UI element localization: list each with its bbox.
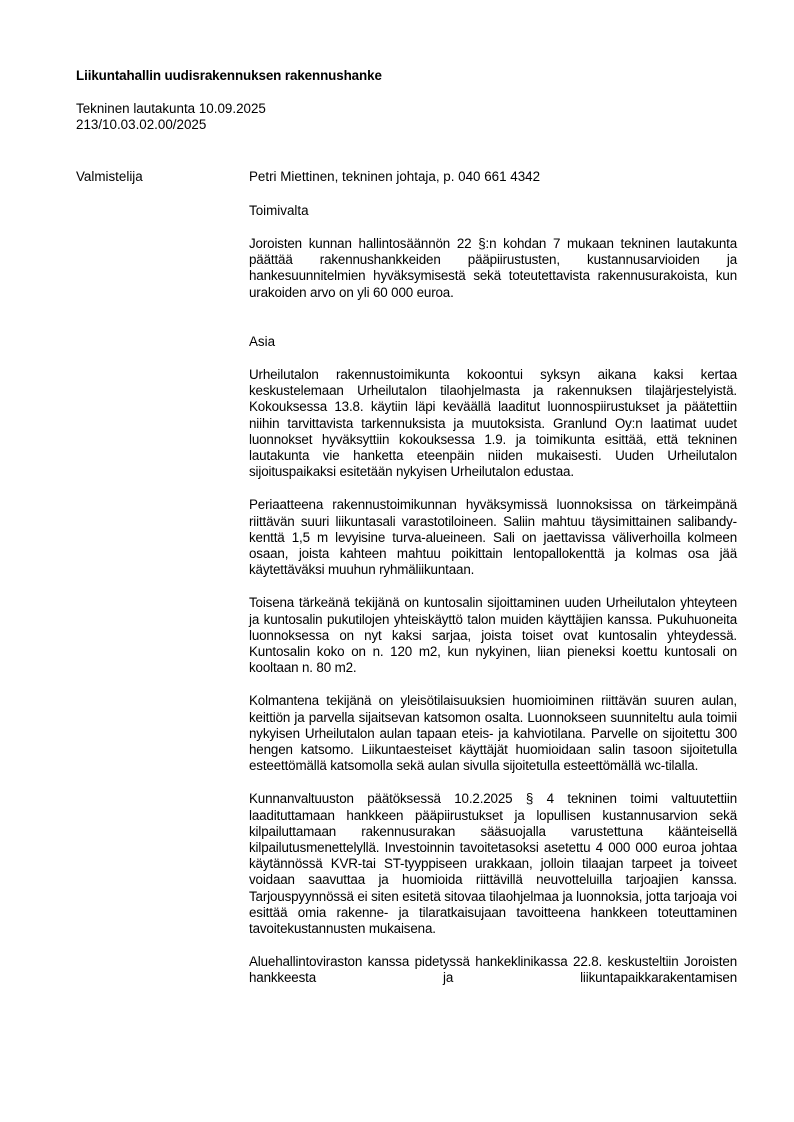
asia-heading: Asia xyxy=(249,333,276,349)
paragraph-3: Toisena tärkeänä tekijänä on kuntosalin sijoittaminen uuden Urheilutalon yhteyteen ja kuntosalin pukutilojen yhteiskäyttö talon muiden käyttäjien kanssa. Pukuhuoneita luonnoksessa on nyt kaksi sarjaa, joista toiset ovat kuntosalin yhteydessä. Kuntosalin koko on n. 120 m2, kun nykyinen, liian pieneksi koettu kuntosali on kooltaan n. 80 m2. xyxy=(249,595,737,676)
paragraph-6: Aluehallintoviraston kanssa pidetyssä hankeklinikassa 22.8. keskusteltiin Joroisten hankkeesta ja liikuntapaikkarakentamisen xyxy=(249,954,737,986)
paragraph-5: Kunnanvaltuuston päätöksessä 10.2.2025 § 4 tekninen toimi valtuutettiin laadituttamaan hankkeen pääpiirustukset ja lopullisen kustannusarvion sekä kilpailuttamaan rakennusurakan sääsuojalla varustettuna käänteisellä kilpailutusmenettelyllä. Investoinnin tavoitetasoksi asetettu 4 000 000 euroa johtaa käytännössä KVR-tai ST-tyyppiseen urakkaan, jolloin tilaajan tarpeet ja toiveet voidaan saavuttaa ja huomioida riittävillä neuvotteluilla tarjoajien kanssa. Tarjouspyynnössä ei siten esitetä sitovaa tilaohjelmaa ja luonnoksia, jotta tarjoaja voi esittää omia rakenne- ja tilaratkaisujaan tavoitteena hankkeen toteuttaminen tavoitekustannusten mukaisena. xyxy=(249,791,737,937)
paragraph-4: Kolmantena tekijänä on yleisötilaisuuksien huomioiminen riittävän suuren aulan, keittiön ja parvella sijaitsevan katsomon osalta. Luonnokseen suunniteltu aula toimii nykyisen Urheilutalon aulan tapaan eteis- ja kahviotilana. Parvelle on sijoitettu 300 hengen katsomo. Liikuntaesteiset käyttäjät huomioidaan salin tasoon sijoitetulla esteettömällä katsomolla sekä aulan sivulla sijoitetulla esteettömällä wc-tilalla. xyxy=(249,693,737,774)
toimivalta-heading: Toimivalta xyxy=(249,202,309,218)
meeting-date: Tekninen lautakunta 10.09.2025 xyxy=(76,101,266,116)
meeting-info xyxy=(76,101,266,133)
document-title: Liikuntahallin uudisrakennuksen rakennushanke xyxy=(76,68,382,83)
preparer-label: Valmistelija xyxy=(76,169,143,184)
document-body xyxy=(249,169,737,987)
paragraph-2: Periaatteena rakennustoimikunnan hyväksymissä luonnoksissa on tärkeimpänä riittävän suuri liikuntasali varastotiloineen. Saliin mahtuu täysimittainen salibandy-kenttä 1,5 m levyisine turva-alueineen. Sali on jaettavissa väliverhoilla kolmeen osaan, joista kahteen mahtuu poikittain lentopallokenttä ja kolmas osa jää käytettäväksi muuhun ryhmäliikuntaan. xyxy=(249,497,737,578)
case-number: 213/10.03.02.00/2025 xyxy=(76,117,207,133)
toimivalta-paragraph: Joroisten kunnan hallintosäännön 22 §:n kohdan 7 mukaan tekninen lautakunta päättää rakennushankkeiden pääpiirustusten, kustannusarvioiden ja hankesuunnitelmien hyväksymisestä sekä toteutettavista rakennusurakoista, kun urakoiden arvo on yli 60 000 euroa. xyxy=(249,235,737,300)
preparer-name: Petri Miettinen, tekninen johtaja, p. 040 661 4342 xyxy=(249,169,541,184)
paragraph-1: Urheilutalon rakennustoimikunta kokoontui syksyn aikana kaksi kertaa keskustelemaan Urheilutalon tilaohjelmasta ja rakennuksen tilajärjestelyistä. Kokouksessa 13.8. käytiin läpi keväällä laaditut luonnospiirustukset ja päätettiin niihin tarvittavista tarkennuksista ja muutoksista. Granlund Oy:n laatimat uudet luonnokset hyväksyttiin kokouksessa 1.9. ja toimikunta esittää, että tekninen lautakunta vie hanketta eteenpäin niiden mukaisesti. Uuden Urheilutalon sijoituspaikaksi esitetään nykyisen Urheilutalon edustaa. xyxy=(249,366,737,480)
